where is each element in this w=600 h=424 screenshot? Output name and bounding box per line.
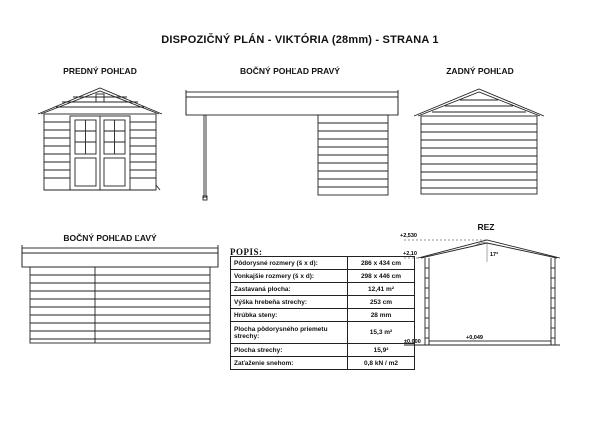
spec-value: 286 x 434 cm — [348, 257, 415, 270]
table-row — [231, 309, 415, 322]
section-view-label: REZ — [477, 222, 495, 232]
specs-title: POPIS: — [230, 247, 263, 257]
spec-value: 15,3 m² — [348, 322, 415, 344]
side-left-view-label: BOČNÝ POHĽAD ĽAVÝ — [63, 233, 157, 243]
table-row — [231, 283, 415, 296]
spec-label: Pôdorysné rozmery (š x d): — [231, 257, 348, 270]
spec-value: 12,41 m² — [348, 283, 415, 296]
dim-angle: 17° — [490, 252, 499, 258]
spec-value: 28 mm — [348, 309, 415, 322]
table-row — [231, 344, 415, 357]
spec-label: Zastavaná plocha: — [231, 283, 348, 296]
section-view-drawing — [404, 240, 560, 345]
dim-ridge: +2,530 — [400, 233, 417, 239]
table-row — [231, 270, 415, 283]
spec-value: 15,9² — [348, 344, 415, 357]
spec-value: 298 x 446 cm — [348, 270, 415, 283]
front-view-drawing — [38, 88, 162, 190]
dim-eave: +2,10 — [403, 251, 417, 257]
specs-table — [230, 256, 415, 370]
table-row — [231, 257, 415, 270]
page-title: DISPOZIČNÝ PLÁN - VIKTÓRIA (28mm) - STRANA 1 — [161, 34, 439, 46]
side-left-view-drawing — [22, 245, 218, 343]
spec-value: 0,8 kN / m2 — [348, 357, 415, 370]
spec-label: Plocha pôdorysného priemetu strechy: — [231, 322, 348, 344]
side-right-view-drawing — [186, 90, 398, 200]
table-row — [231, 296, 415, 309]
table-row — [231, 357, 415, 370]
spec-label: Hrúbka steny: — [231, 309, 348, 322]
spec-label: Výška hrebeňa strechy: — [231, 296, 348, 309]
side-right-view-label: BOČNÝ POHĽAD PRAVÝ — [240, 66, 340, 76]
spec-value: 253 cm — [348, 296, 415, 309]
table-row — [231, 322, 415, 344]
spec-label: Zaťaženie snehom: — [231, 357, 348, 370]
spec-label: Vonkajšie rozmery (š x d): — [231, 270, 348, 283]
rear-view-label: ZADNÝ POHĽAD — [446, 66, 514, 76]
dim-ground: ±0,000 — [404, 339, 421, 345]
spec-label: Plocha strechy: — [231, 344, 348, 357]
front-view-label: PREDNÝ POHĽAD — [63, 66, 137, 76]
rear-view-drawing — [414, 89, 544, 194]
dim-floor: +0,049 — [466, 335, 483, 341]
